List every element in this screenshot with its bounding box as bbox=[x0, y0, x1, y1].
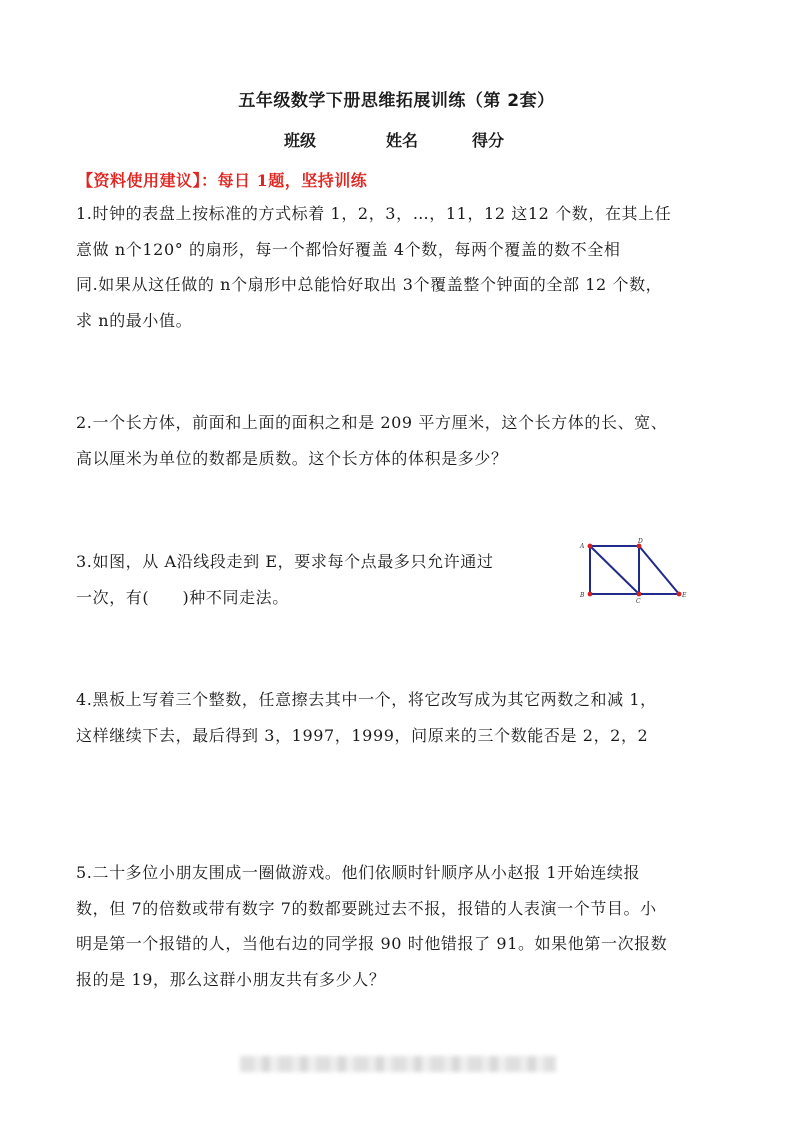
question-line: 2.一个长方体，前面和上面的面积之和是 209 平方厘米，这个长方体的长、宽、 bbox=[76, 413, 668, 432]
question-line: 同.如果从这任做的 n个扇形中总能恰好取出 3个覆盖整个钟面的全部 12 个数， bbox=[76, 275, 663, 294]
question-line: 求 n的最小值。 bbox=[76, 310, 193, 330]
score-label: 得分 bbox=[472, 131, 505, 150]
question-line: 数，但 7的倍数或带有数字 7的数都要跳过去不报，报错的人表演一个节目。小 bbox=[76, 898, 657, 918]
label-a: A bbox=[580, 543, 585, 550]
question-line: 这样继续下去，最后得到 3，1997，1999，问原来的三个数能否是 2，2，2 bbox=[76, 725, 649, 745]
question-2 bbox=[76, 405, 726, 476]
label-d: D bbox=[638, 538, 643, 545]
usage-advice: 【资料使用建议】：每日 1题，坚持训练 bbox=[77, 171, 368, 190]
question-4 bbox=[76, 682, 726, 753]
label-b: B bbox=[580, 592, 585, 599]
question-line: 明是第一个报错的人，当他右边的同学报 90 时他错报了 91。如果他第一次报数 bbox=[76, 934, 668, 953]
path-diagram bbox=[572, 537, 696, 605]
name-label: 姓名 bbox=[386, 131, 419, 150]
class-label: 班级 bbox=[284, 131, 317, 150]
question-line: 一次，有( )种不同走法。 bbox=[76, 587, 289, 607]
question-line: 意做 n个120° 的扇形，每一个都恰好覆盖 4个数，每两个覆盖的数不全相 bbox=[76, 239, 621, 259]
blurred-footer-watermark bbox=[240, 1056, 556, 1072]
point-a bbox=[588, 544, 593, 549]
label-c: C bbox=[636, 598, 641, 605]
segment-de bbox=[639, 546, 679, 594]
question-line: 4.黑板上写着三个整数，任意擦去其中一个，将它改写成为其它两数之和减 1， bbox=[76, 690, 657, 709]
question-line: 报的是 19，那么这群小朋友共有多少人？ bbox=[76, 969, 386, 989]
question-line: 3.如图，从 A沿线段走到 E，要求每个点最多只允许通过 bbox=[76, 552, 494, 571]
question-5 bbox=[76, 855, 726, 997]
question-line: 1.时钟的表盘上按标准的方式标着 1，2，3，…，11，12 这12 个数，在其上任 bbox=[76, 204, 672, 223]
question-3-figure bbox=[572, 537, 696, 605]
point-b bbox=[588, 592, 593, 597]
question-3 bbox=[76, 544, 556, 615]
label-e: E bbox=[682, 592, 687, 599]
student-info-row bbox=[0, 128, 793, 152]
question-1 bbox=[76, 196, 726, 338]
segment-ac bbox=[590, 546, 639, 594]
point-c bbox=[637, 592, 642, 597]
question-line: 高以厘米为单位的数都是质数。这个长方体的体积是多少？ bbox=[76, 448, 508, 468]
page-title: 五年级数学下册思维拓展训练（第 2套） bbox=[238, 91, 555, 111]
question-line: 5.二十多位小朋友围成一圈做游戏。他们依顺时针顺序从小赵报 1开始连续报 bbox=[76, 863, 641, 882]
point-e bbox=[677, 592, 682, 597]
